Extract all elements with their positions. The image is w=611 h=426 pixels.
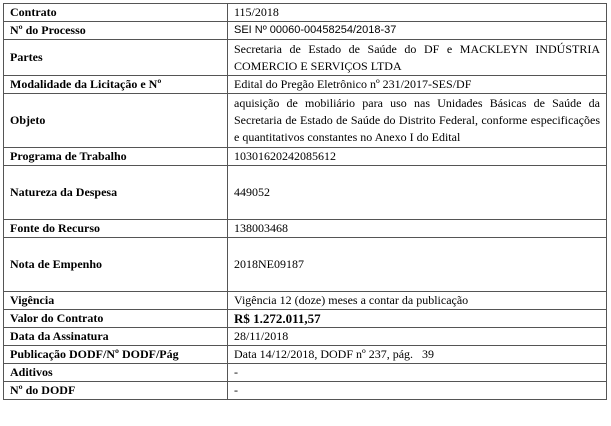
row-value-empenho: 2018NE09187 bbox=[228, 238, 607, 292]
contract-summary-table bbox=[3, 3, 607, 400]
row-label-natureza: Natureza da Despesa bbox=[4, 166, 228, 220]
row-label-publicacao: Publicação DODF/Nº DODF/Pág bbox=[4, 346, 228, 364]
row-value-natureza: 449052 bbox=[228, 166, 607, 220]
table-row bbox=[4, 4, 607, 22]
table-row bbox=[4, 40, 607, 76]
row-label-contrato: Contrato bbox=[4, 4, 228, 22]
table-row bbox=[4, 364, 607, 382]
row-value-publicacao: Data 14/12/2018, DODF nº 237, pág. 39 bbox=[228, 346, 607, 364]
row-label-aditivos: Aditivos bbox=[4, 364, 228, 382]
row-label-assinatura: Data da Assinatura bbox=[4, 328, 228, 346]
row-value-processo: SEI Nº 00060-00458254/2018-37 bbox=[228, 22, 607, 40]
row-value-programa: 10301620242085612 bbox=[228, 148, 607, 166]
row-value-vigencia: Vigência 12 (doze) meses a contar da publicação bbox=[228, 292, 607, 310]
row-value-aditivos: - bbox=[228, 364, 607, 382]
table-row bbox=[4, 220, 607, 238]
table-row bbox=[4, 94, 607, 148]
row-value-fonte: 138003468 bbox=[228, 220, 607, 238]
row-value-dodf: - bbox=[228, 382, 607, 400]
table-row bbox=[4, 238, 607, 292]
row-label-objeto: Objeto bbox=[4, 94, 228, 148]
row-label-empenho: Nota de Empenho bbox=[4, 238, 228, 292]
row-value-contrato: 115/2018 bbox=[228, 4, 607, 22]
row-label-fonte: Fonte do Recurso bbox=[4, 220, 228, 238]
table-row bbox=[4, 310, 607, 328]
row-label-modalidade: Modalidade da Licitação e Nº bbox=[4, 76, 228, 94]
table-row bbox=[4, 292, 607, 310]
table-row bbox=[4, 148, 607, 166]
row-value-partes: Secretaria de Estado de Saúde do DF e MACKLEYN INDÚSTRIA COMERCIO E SERVIÇOS LTDA bbox=[228, 40, 607, 76]
table-row bbox=[4, 382, 607, 400]
row-value-objeto: aquisição de mobiliário para uso nas Unidades Básicas de Saúde da Secretaria de Estado de Saúde do Distrito Federal, conforme especificações e quantitativos constantes no Anexo I do Edital bbox=[228, 94, 607, 148]
table-row bbox=[4, 328, 607, 346]
row-label-programa: Programa de Trabalho bbox=[4, 148, 228, 166]
row-value-modalidade: Edital do Pregão Eletrônico nº 231/2017-SES/DF bbox=[228, 76, 607, 94]
row-label-processo: Nº do Processo bbox=[4, 22, 228, 40]
table-row bbox=[4, 166, 607, 220]
row-label-valor: Valor do Contrato bbox=[4, 310, 228, 328]
table-row bbox=[4, 76, 607, 94]
row-value-assinatura: 28/11/2018 bbox=[228, 328, 607, 346]
row-label-partes: Partes bbox=[4, 40, 228, 76]
table-row bbox=[4, 346, 607, 364]
row-label-vigencia: Vigência bbox=[4, 292, 228, 310]
row-value-valor: R$ 1.272.011,57 bbox=[228, 310, 607, 328]
row-label-dodf: Nº do DODF bbox=[4, 382, 228, 400]
table-row bbox=[4, 22, 607, 40]
